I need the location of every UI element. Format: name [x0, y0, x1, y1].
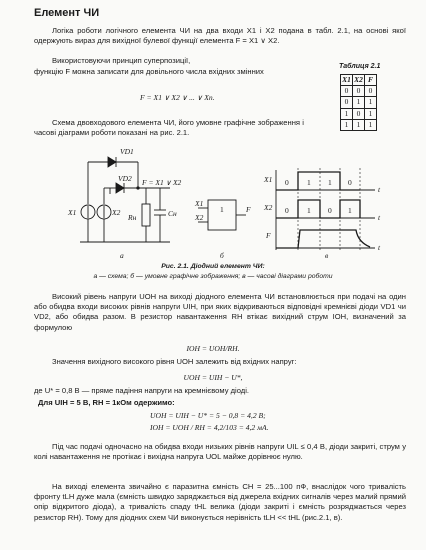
- table-row: [341, 97, 377, 108]
- intro-paragraph: Логіка роботи логічного елемента ЧИ на два входи X1 і X2 подана в табл. 2.1, на основі якої одержують вираз для вихідної булевої функції елемента F = X1 ∨ X2.: [34, 26, 406, 46]
- label-gate-x2: X2: [195, 213, 204, 222]
- table-row: [341, 119, 377, 130]
- figure-2-1: [40, 142, 390, 260]
- label-gate-x1: X1: [195, 199, 204, 208]
- label-t: t: [378, 213, 381, 222]
- superposition-line-1: Використовуючи принцип суперпозиції,: [52, 56, 191, 65]
- formula-uoh: UOH = UIH − U*,: [183, 373, 243, 382]
- label-timing-x1: X1: [264, 175, 273, 184]
- output-level-paragraph: Значення вихідного високого рівня UOH залежить від вхідних напруг:: [52, 357, 297, 366]
- table-cell: 1: [365, 108, 377, 119]
- label-timing-f: F: [266, 231, 271, 240]
- bit-x1: 0: [285, 178, 289, 187]
- high-level-paragraph: Високий рівень напруги UOH на виході діодного елемента ЧИ встановлюється при подачі на один або обидва входи високих рівнів напруги UIH, при яких відкриваються відповідні кремнієві діоди VD1 чи VD2, або обидва разом. В резистор навантаження RH втікає вихідний струм IOH, визначений за формулою: [34, 292, 406, 332]
- bit-x1: 1: [307, 178, 311, 187]
- calc-line-1: UOH = UIH − U* = 5 − 0,8 = 4,2 В;: [150, 411, 266, 420]
- label-x1: X1: [68, 208, 77, 217]
- label-vd2: VD2: [118, 174, 132, 183]
- label-ch: Cн: [168, 209, 177, 218]
- bit-x2: 1: [307, 206, 311, 215]
- table-row: [341, 86, 377, 97]
- diode-vd1-symbol: [108, 157, 116, 167]
- bit-x1: 0: [348, 178, 352, 187]
- bit-x2: 0: [328, 206, 332, 215]
- table-cell: 1: [365, 119, 377, 130]
- where-text: де U* = 0,8 В — пряме падіння напруги на кремнієвому діоді.: [34, 386, 250, 395]
- figure-caption-text: а — схема; б — умовне графічне зображення; в — часові діаграми роботи: [93, 273, 333, 280]
- subfig-a: а: [120, 251, 124, 260]
- table-header-cell: X1: [342, 75, 351, 84]
- table-header-cell: F: [365, 75, 377, 86]
- label-t: t: [378, 185, 381, 194]
- table-row: [341, 108, 377, 119]
- calc-line-2: IOH = UOH / RH = 4,2/103 = 4,2 мА.: [150, 423, 269, 432]
- table-header-row: [341, 75, 377, 86]
- formula-general: F = X1 ∨ X2 ∨ ... ∨ Xn.: [140, 93, 215, 102]
- subfig-c: в: [325, 251, 329, 260]
- low-level-paragraph: Під час подачі одночасно на обидва входи низьких рівнів напруги UIL ≤ 0,4 В, діоди закриті, струм у колі навантаження не протікає і вихідна напруга UOL майже дорівнює нулю.: [34, 442, 406, 462]
- label-gate-f: F: [246, 205, 251, 214]
- bit-x2: 1: [348, 206, 352, 215]
- figure-caption-title: Рис. 2.1. Діодний елемент ЧИ:: [161, 263, 265, 270]
- label-gate: 1: [220, 205, 224, 214]
- table-cell: 1: [341, 108, 353, 119]
- label-rh: Rн: [128, 213, 137, 222]
- table-cell: 1: [341, 119, 353, 130]
- table-cell: 0: [341, 86, 353, 97]
- bit-x2: 0: [285, 206, 289, 215]
- table-cell: 1: [353, 97, 365, 108]
- label-timing-x2: X2: [264, 203, 273, 212]
- bit-x1: 1: [328, 178, 332, 187]
- label-x2: X2: [112, 208, 121, 217]
- formula-ioh: IOH = UOH/RH.: [186, 344, 240, 353]
- table-cell: 0: [353, 86, 365, 97]
- scheme-paragraph: Схема двовходового елемента ЧИ, його умовне графічне зображення і часові діаграми роботи показані на рис. 2.1.: [34, 118, 304, 138]
- resistor-rh: [142, 204, 150, 226]
- label-vd1: VD1: [120, 147, 134, 156]
- superposition-line-2: функцію F можна записати для довільного числа вхідних змінних: [34, 67, 264, 76]
- table-cell: 1: [365, 97, 377, 108]
- table-cell: 0: [365, 86, 377, 97]
- table-cell: 0: [353, 108, 365, 119]
- page-title: Елемент ЧИ: [34, 7, 100, 19]
- table-title: Таблиця 2.1: [339, 63, 381, 70]
- capacitance-paragraph: На виході елемента звичайно є паразитна ємність CH = 25...100 пФ, внаслідок чого тривалість фронту tLH дуже мала (ємність швидко заряджається від джерела вхідних сигналів через малий прямий опір відкритого діода), а тривалість спаду tHL велика (діоди закриті і ємність розряджається через резистор RH). Тому для діодних схем ЧИ виконується нерівність tLH << tHL (рис.2.1, в).: [34, 482, 406, 522]
- truth-table: [340, 74, 377, 131]
- waveform-f: [276, 230, 370, 248]
- diode-vd2-symbol: [116, 183, 124, 193]
- example-intro: Для UIH = 5 В, RH = 1кОм одержимо:: [38, 398, 175, 407]
- table-header-cell: X2: [354, 75, 363, 84]
- junction-dot: [137, 187, 139, 189]
- subfig-b: б: [220, 251, 224, 260]
- table-cell: 0: [341, 97, 353, 108]
- table-cell: 1: [353, 119, 365, 130]
- label-t: t: [378, 243, 381, 252]
- label-f-expr: F = X1 ∨ X2: [142, 178, 182, 187]
